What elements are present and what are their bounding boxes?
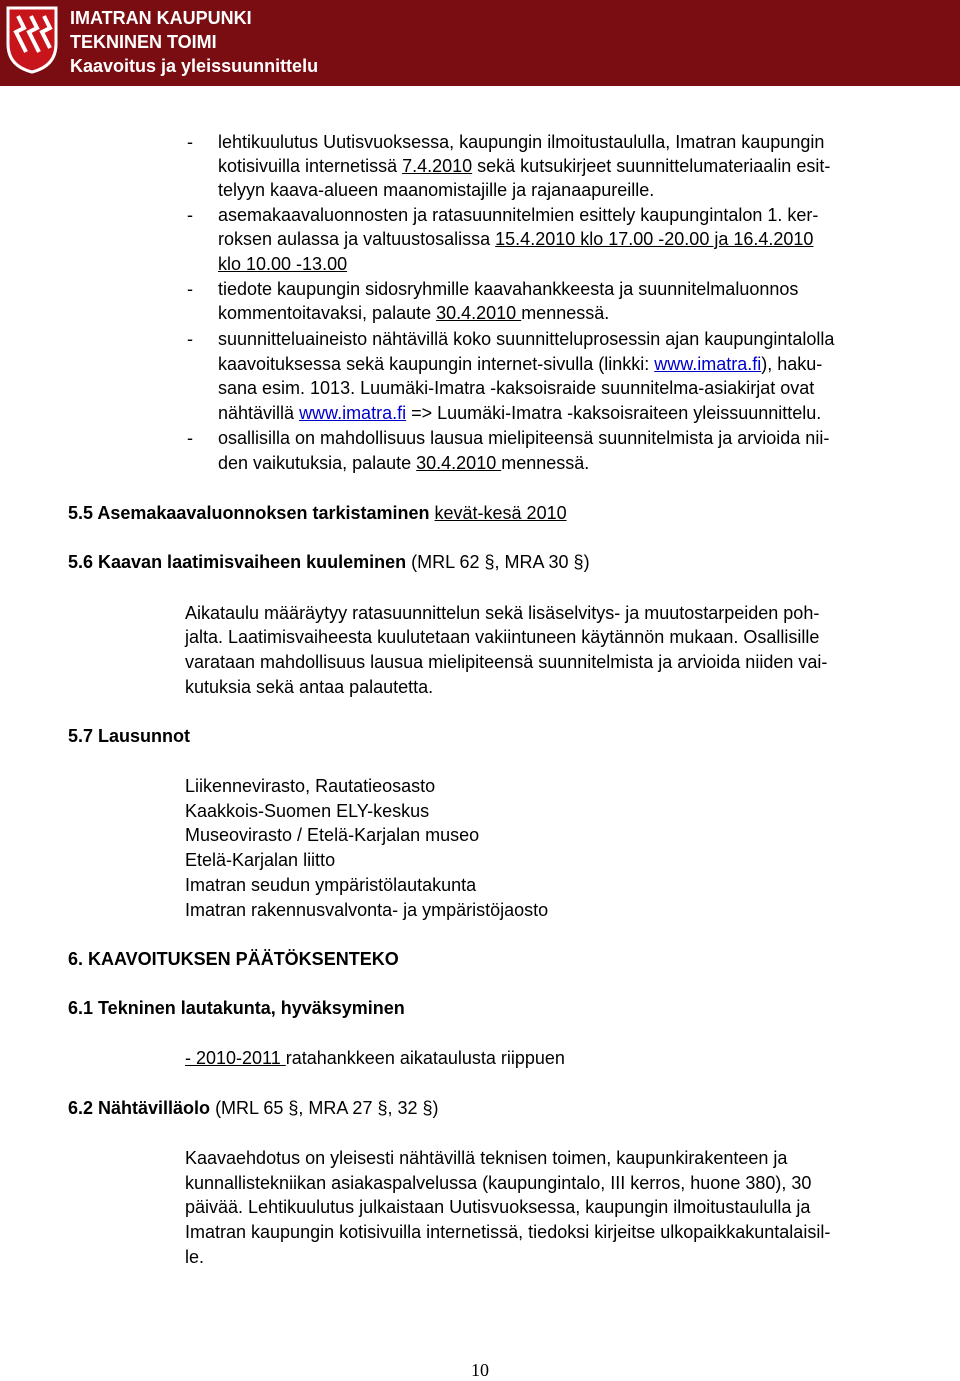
- bullet-text: den vaikutuksia, palaute 30.4.2010 mennessä.: [218, 453, 590, 473]
- bullet-text: suunnitteluaineisto nähtävillä koko suunnitteluprosessin ajan kaupungintalolla: [218, 329, 835, 349]
- list-item: Kaakkois-Suomen ELY-keskus: [185, 801, 430, 821]
- bullet-text: nähtävillä www.imatra.fi => Luumäki-Imatra -kaksoisraiteen yleissuunnittelu.: [218, 403, 822, 423]
- paragraph-line: Aikataulu määräytyy ratasuunnittelun sekä lisäselvitys- ja muutostarpeiden poh-: [185, 603, 820, 623]
- bullet-dash: -: [187, 428, 193, 448]
- bullet-dash: -: [187, 279, 193, 299]
- list-item: Liikennevirasto, Rautatieosasto: [185, 776, 436, 796]
- org-line-2: TEKNINEN TOIMI: [70, 32, 217, 52]
- imatra-website-link[interactable]: www.imatra.fi: [654, 354, 762, 374]
- bullet-text: klo 10.00 -13.00: [218, 254, 348, 274]
- paragraph-line: päivää. Lehtikuulutus julkaistaan Uutisvuoksessa, kaupungin ilmoitustaululla ja: [185, 1197, 811, 1217]
- bullet-text: roksen aulassa ja valtuustosalissa 15.4.2010 klo 17.00 -20.00 ja 16.4.2010: [218, 229, 814, 249]
- section-5-6-heading: 5.6 Kaavan laatimisvaiheen kuuleminen (MRL 62 §, MRA 30 §): [68, 552, 590, 572]
- section-6-1-heading: 6.1 Tekninen lautakunta, hyväksyminen: [68, 998, 405, 1018]
- bullet-text: tiedote kaupungin sidosryhmille kaavahankkeesta ja suunnitelmaluonnos: [218, 279, 799, 299]
- section-5-7-heading: 5.7 Lausunnot: [68, 726, 191, 746]
- section-6-2-heading: 6.2 Nähtävilläolo (MRL 65 §, MRA 27 §, 32 §): [68, 1098, 439, 1118]
- paragraph-line: le.: [185, 1247, 205, 1267]
- paragraph-line: kutuksia sekä antaa palautetta.: [185, 677, 434, 697]
- section-5-5-heading: 5.5 Asemakaavaluonnoksen tarkistaminen kevät-kesä 2010: [68, 503, 567, 523]
- list-item: Imatran rakennusvalvonta- ja ympäristöjaosto: [185, 900, 549, 920]
- letterhead-banner: [0, 0, 960, 86]
- list-item: Museovirasto / Etelä-Karjalan museo: [185, 825, 480, 845]
- org-line-1: IMATRAN KAUPUNKI: [70, 8, 252, 28]
- paragraph-line: Imatran kaupungin kotisivuilla internetissä, tiedoksi kirjeitse ulkopaikkakuntalaisil-: [185, 1222, 831, 1242]
- paragraph-line: varataan mahdollisuus lausua mielipiteensä suunnitelmista ja arvioida niiden vai-: [185, 652, 828, 672]
- bullet-text: sana esim. 1013. Luumäki-Imatra -kaksoisraide suunnitelma-asiakirjat ovat: [218, 378, 815, 398]
- paragraph-line: kunnallistekniikan asiakaspalvelussa (kaupungintalo, III kerros, huone 380), 30: [185, 1173, 812, 1193]
- imatra-website-link[interactable]: www.imatra.fi: [299, 403, 407, 423]
- bullet-text: kaavoituksessa sekä kaupungin internet-sivulla (linkki: www.imatra.fi), haku-: [218, 354, 823, 374]
- bullet-dash: -: [187, 329, 193, 349]
- org-line-3: Kaavoitus ja yleissuunnittelu: [70, 56, 319, 76]
- bullet-text: osallisilla on mahdollisuus lausua mielipiteensä suunnitelmista ja arvioida nii-: [218, 428, 830, 448]
- bullet-dash: -: [187, 205, 193, 225]
- paragraph-line: Kaavaehdotus on yleisesti nähtävillä teknisen toimen, kaupunkirakenteen ja: [185, 1148, 788, 1168]
- list-item: Etelä-Karjalan liitto: [185, 850, 336, 870]
- imatra-coat-of-arms-icon: [4, 4, 60, 74]
- bullet-text: telyyn kaava-alueen maanomistajille ja rajanaapureille.: [218, 180, 655, 200]
- organization-name: [70, 6, 318, 78]
- bullet-text: kotisivuilla internetissä 7.4.2010 sekä kutsukirjeet suunnittelumateriaalin esit-: [218, 156, 831, 176]
- page-number: 10: [471, 1360, 489, 1380]
- list-item: Imatran seudun ympäristölautakunta: [185, 875, 477, 895]
- section-6-heading: 6. KAAVOITUKSEN PÄÄTÖKSENTEKO: [68, 949, 399, 969]
- bullet-dash: -: [187, 132, 193, 152]
- bullet-text: asemakaavaluonnosten ja ratasuunnitelmien esittely kaupungintalon 1. ker-: [218, 205, 819, 225]
- schedule-note: - 2010-2011 ratahankkeen aikataulusta riippuen: [185, 1048, 565, 1068]
- bullet-text: kommentoitavaksi, palaute 30.4.2010 mennessä.: [218, 303, 610, 323]
- paragraph-line: jalta. Laatimisvaiheesta kuulutetaan vakiintuneen käytännön mukaan. Osallisille: [185, 627, 820, 647]
- bullet-text: lehtikuulutus Uutisvuoksessa, kaupungin ilmoitustaululla, Imatran kaupungin: [218, 132, 825, 152]
